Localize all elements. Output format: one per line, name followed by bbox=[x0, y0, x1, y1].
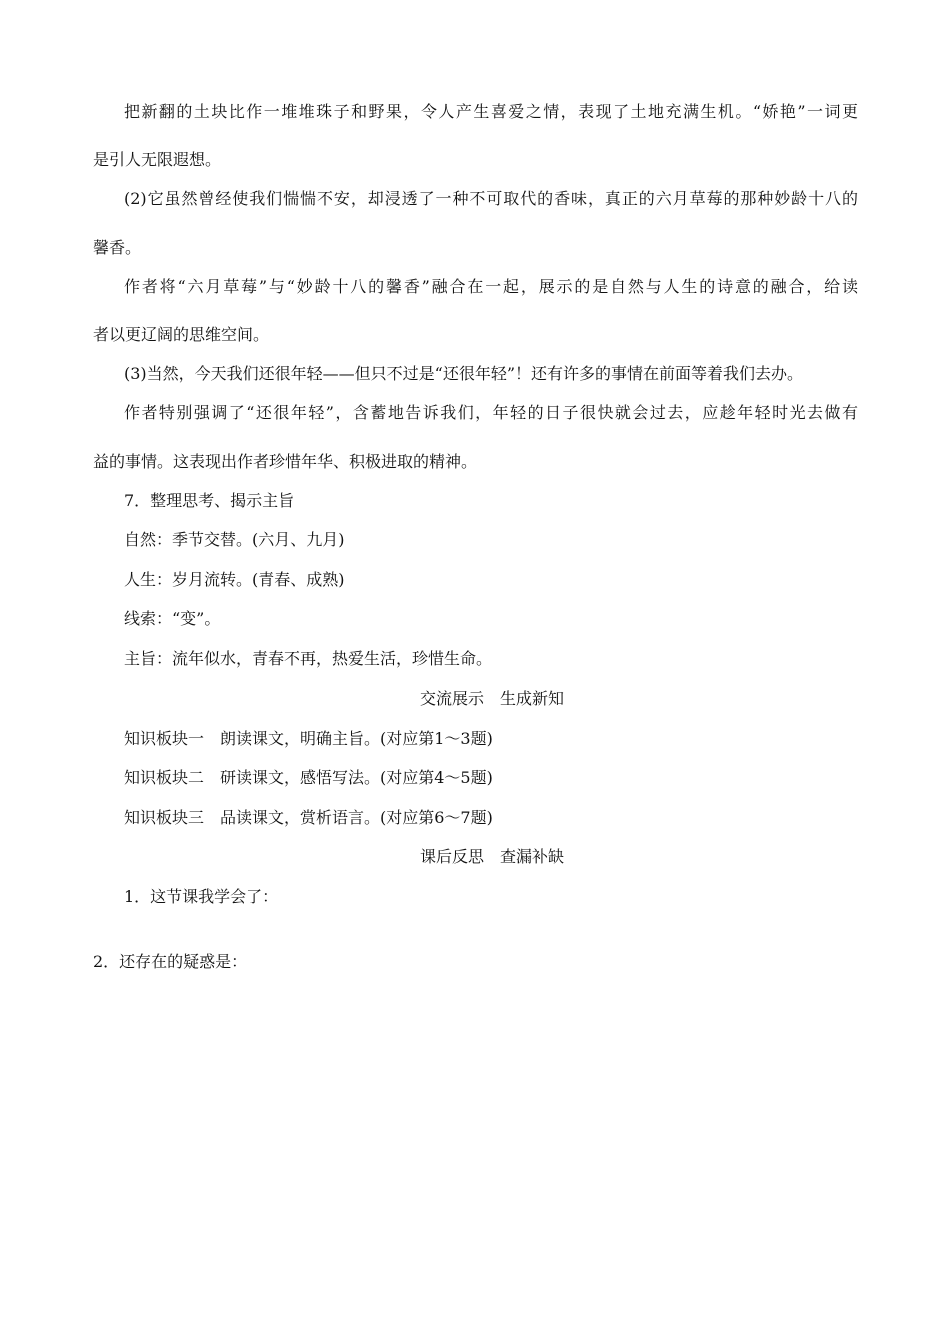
list-item: 线索：“变”。 bbox=[124, 609, 221, 628]
paragraph-line: 把新翻的土块比作一堆堆珠子和野果，令人产生喜爱之情，表现了土地充满生机。“娇艳”一词更 bbox=[124, 102, 858, 121]
paragraph-line: (2)它虽然曾经使我们惴惴不安，却浸透了一种不可取代的香味，真正的六月草莓的那种妙龄十八的 bbox=[124, 189, 858, 208]
list-item: 知识板块二 研读课文，感悟写法。(对应第4～5题) bbox=[124, 768, 493, 787]
paragraph-line: 者以更辽阔的思维空间。 bbox=[93, 325, 270, 344]
section-title: 交流展示 生成新知 bbox=[419, 689, 564, 708]
paragraph-line: 馨香。 bbox=[93, 238, 142, 257]
reflection-question: 1．这节课我学会了： bbox=[124, 887, 279, 906]
paragraph-line: 是引人无限遐想。 bbox=[93, 150, 222, 169]
paragraph-line: (3)当然，今天我们还很年轻——但只不过是“还很年轻”！还有许多的事情在前面等着我们去办。 bbox=[124, 364, 804, 383]
section-title: 课后反思 查漏补缺 bbox=[419, 847, 564, 866]
list-item: 知识板块三 品读课文，赏析语言。(对应第6～7题) bbox=[124, 808, 493, 827]
list-item: 主旨：流年似水，青春不再，热爱生活，珍惜生命。 bbox=[124, 649, 493, 668]
reflection-question: 2．还存在的疑惑是： bbox=[93, 952, 248, 971]
list-item: 自然：季节交替。(六月、九月) bbox=[124, 530, 345, 549]
list-item: 知识板块一 朗读课文，明确主旨。(对应第1～3题) bbox=[124, 729, 493, 748]
paragraph-line: 作者特别强调了“还很年轻”，含蓄地告诉我们，年轻的日子很快就会过去，应趁年轻时光去做有 bbox=[124, 403, 858, 422]
list-item: 人生：岁月流转。(青春、成熟) bbox=[124, 570, 345, 589]
paragraph-line: 益的事情。这表现出作者珍惜年华、积极进取的精神。 bbox=[93, 452, 478, 471]
paragraph-line: 作者将“六月草莓”与“妙龄十八的馨香”融合在一起，展示的是自然与人生的诗意的融合，给读 bbox=[124, 277, 858, 296]
section-heading: 7．整理思考、揭示主旨 bbox=[124, 491, 295, 510]
